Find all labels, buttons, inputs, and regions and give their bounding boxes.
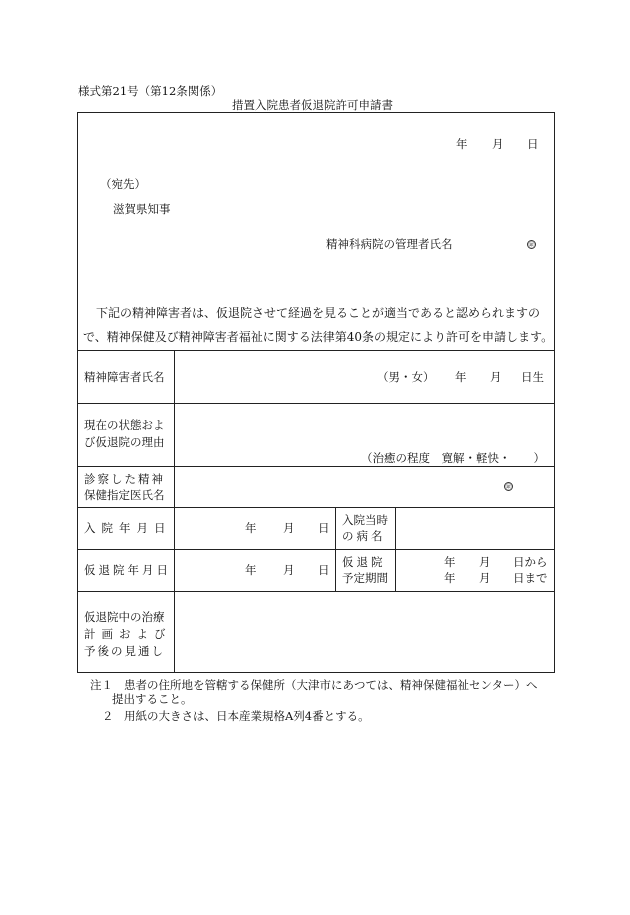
discharge-date-label: 仮退院年月日	[84, 563, 171, 577]
period-to-month: 月	[479, 571, 491, 585]
row-rule	[77, 549, 555, 550]
disease-label-line-2: の病名	[342, 529, 386, 543]
label-column-rule	[174, 350, 175, 673]
period-from-day: 日から	[513, 555, 548, 569]
birth-year-label: 年	[455, 370, 467, 384]
addressee-label: （宛先）	[100, 177, 146, 191]
period-to-day: 日まで	[513, 571, 548, 585]
date-year-label: 年	[456, 137, 468, 151]
applicant-seal: ㊞	[528, 242, 535, 249]
period-from-month: 月	[479, 555, 491, 569]
period-label-line-2: 予定期間	[342, 571, 388, 585]
middle-column-rule	[335, 507, 336, 591]
condition-label-line-2: び仮退院の理由	[84, 435, 165, 449]
period-from-year: 年	[444, 555, 456, 569]
plan-label-line-1: 仮退院中の治療	[84, 610, 165, 624]
condition-label-line-1: 現在の状態およ	[84, 418, 165, 432]
doctor-label-line-2: 保健指定医氏名	[84, 488, 165, 502]
form-frame	[77, 112, 555, 673]
statement-line-1: 下記の精神障害者は、仮退院させて経過を見ることが適当であると認められますの	[96, 306, 541, 320]
form-title: 措置入院患者仮退院許可申請書	[232, 98, 393, 112]
row-rule	[77, 403, 555, 404]
note-1-line-1: 患者の住所地を管轄する保健所（大津市にあつては、精神保健福祉センター）へ	[124, 678, 538, 692]
note-2-label: ２	[102, 709, 114, 723]
plan-label-line-2: 計画および	[84, 627, 172, 641]
discharge-day-label: 日	[318, 563, 330, 577]
statement-line-2: で、精神保健及び精神障害者福祉に関する法律第40条の規定により許可を申請します。	[83, 330, 554, 344]
admission-day-label: 日	[318, 521, 330, 535]
middle-column-rule-2	[395, 507, 396, 591]
disease-label-line-1: 入院当時	[342, 513, 388, 527]
discharge-year-label: 年	[245, 563, 257, 577]
doctor-seal: ㊞	[505, 484, 512, 491]
row-rule	[77, 466, 555, 467]
row-rule	[77, 591, 555, 592]
note-1-label: 注１	[90, 678, 113, 692]
period-to-year: 年	[444, 571, 456, 585]
birth-day-label: 日生	[521, 370, 544, 384]
plan-label-line-3: 予後の見通し	[84, 644, 165, 658]
date-day-label: 日	[527, 137, 539, 151]
gender-choice: （男・女）	[377, 370, 435, 384]
recovery-degree: （治癒の程度 寛解・軽快・ ）	[361, 451, 545, 465]
note-1-line-2: 提出すること。	[112, 692, 193, 706]
note-2-text: 用紙の大きさは、日本産業規格A列4番とする。	[124, 709, 370, 723]
birth-month-label: 月	[490, 370, 502, 384]
date-month-label: 月	[492, 137, 504, 151]
table-top-rule	[77, 350, 555, 351]
form-number: 様式第21号（第12条関係）	[78, 84, 223, 98]
governor-label: 滋賀県知事	[113, 202, 171, 216]
admission-year-label: 年	[245, 521, 257, 535]
discharge-month-label: 月	[283, 563, 295, 577]
admission-date-label: 入院年月日	[84, 521, 172, 535]
row-rule	[77, 507, 555, 508]
doctor-label-line-1: 診察した精神	[84, 472, 165, 486]
period-label-line-1: 仮退院	[342, 555, 386, 569]
admission-month-label: 月	[283, 521, 295, 535]
patient-name-label: 精神障害者氏名	[84, 370, 165, 384]
applicant-name-label: 精神科病院の管理者氏名	[326, 237, 453, 251]
